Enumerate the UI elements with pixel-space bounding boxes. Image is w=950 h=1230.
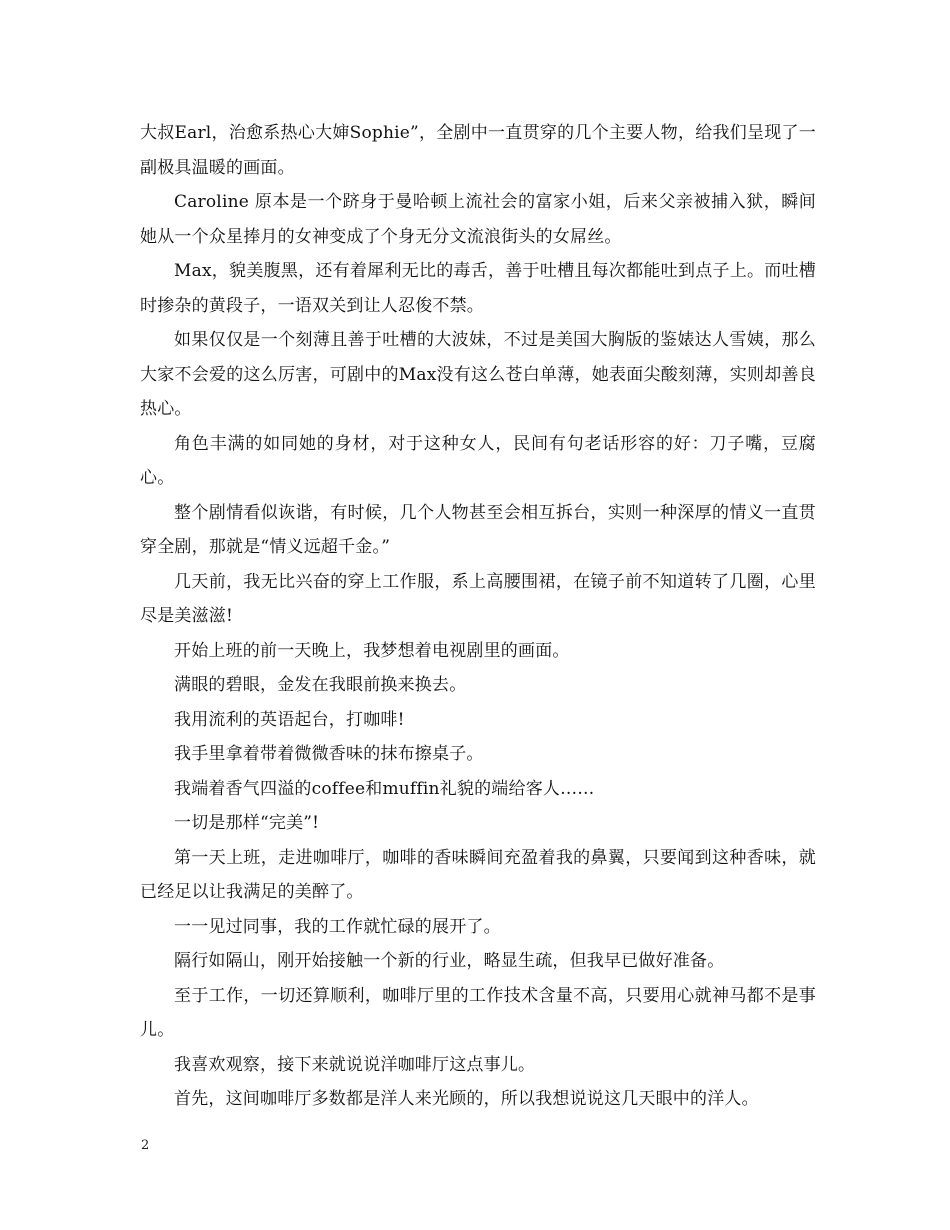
paragraph: 一切是那样“完美”! xyxy=(174,813,320,833)
paragraph: 如果仅仅是一个刻薄且善于吐槽的大波妹，不过是美国大胸版的鉴婊达人雪姨，那么大家不会爱的这么厉害，可剧中的Max没有这么苍白单薄，她表面尖酸刻薄，实则却善良热心。 xyxy=(140,330,816,419)
paragraph: 我喜欢观察，接下来就说说洋咖啡厅这点事儿。 xyxy=(174,1054,536,1075)
paragraph: 一一见过同事，我的工作就忙碌的展开了。 xyxy=(174,916,501,937)
paragraph: 隔行如隔山，刚开始接触一个新的行业，略显生疏，但我早已做好准备。 xyxy=(174,951,725,971)
paragraph: 满眼的碧眼，金发在我眼前换来换去。 xyxy=(174,675,467,695)
body-text xyxy=(140,116,816,1117)
paragraph: 大叔Earl，治愈系热心大婶Sophie”，全剧中一直贯穿的几个主要人物，给我们呈现了一副极具温暖的画面。 xyxy=(140,123,816,178)
paragraph: 我手里拿着带着微微香味的抹布擦桌子。 xyxy=(174,744,484,764)
paragraph: 整个剧情看似诙谐，有时候，几个人物甚至会相互拆台，实则一种深厚的情义一直贯穿全剧，那就是“情义远超千金。” xyxy=(140,502,816,557)
paragraph: Max，貌美腹黑，还有着犀利无比的毒舌，善于吐槽且每次都能吐到点子上。而吐槽时掺杂的黄段子，一语双关到让人忍俊不禁。 xyxy=(140,261,816,316)
paragraph: 几天前，我无比兴奋的穿上工作服，系上高腰围裙，在镜子前不知道转了几圈，心里尽是美滋滋! xyxy=(140,571,816,626)
page-number: 2 xyxy=(141,1138,150,1153)
paragraph: 首先，这间咖啡厅多数都是洋人来光顾的，所以我想说说这几天眼中的洋人。 xyxy=(174,1089,759,1109)
paragraph: Caroline 原本是一个跻身于曼哈顿上流社会的富家小姐，后来父亲被捕入狱，瞬间她从一个众星捧月的女神变成了个身无分文流浪街头的女屌丝。 xyxy=(140,192,816,247)
paragraph: 至于工作，一切还算顺利，咖啡厅里的工作技术含量不高，只要用心就神马都不是事儿。 xyxy=(140,985,816,1040)
paragraph: 开始上班的前一天晚上，我梦想着电视剧里的画面。 xyxy=(174,640,570,661)
paragraph: 第一天上班，走进咖啡厅，咖啡的香味瞬间充盈着我的鼻翼，只要闻到这种香味，就已经足以让我满足的美醉了。 xyxy=(140,847,816,902)
paragraph: 我端着香气四溢的coffee和muffin礼貌的端给客人…… xyxy=(174,778,595,799)
paragraph: 角色丰满的如同她的身材，对于这种女人，民间有句老话形容的好：刀子嘴，豆腐心。 xyxy=(140,433,816,488)
paragraph: 我用流利的英语起台，打咖啡! xyxy=(174,709,405,730)
